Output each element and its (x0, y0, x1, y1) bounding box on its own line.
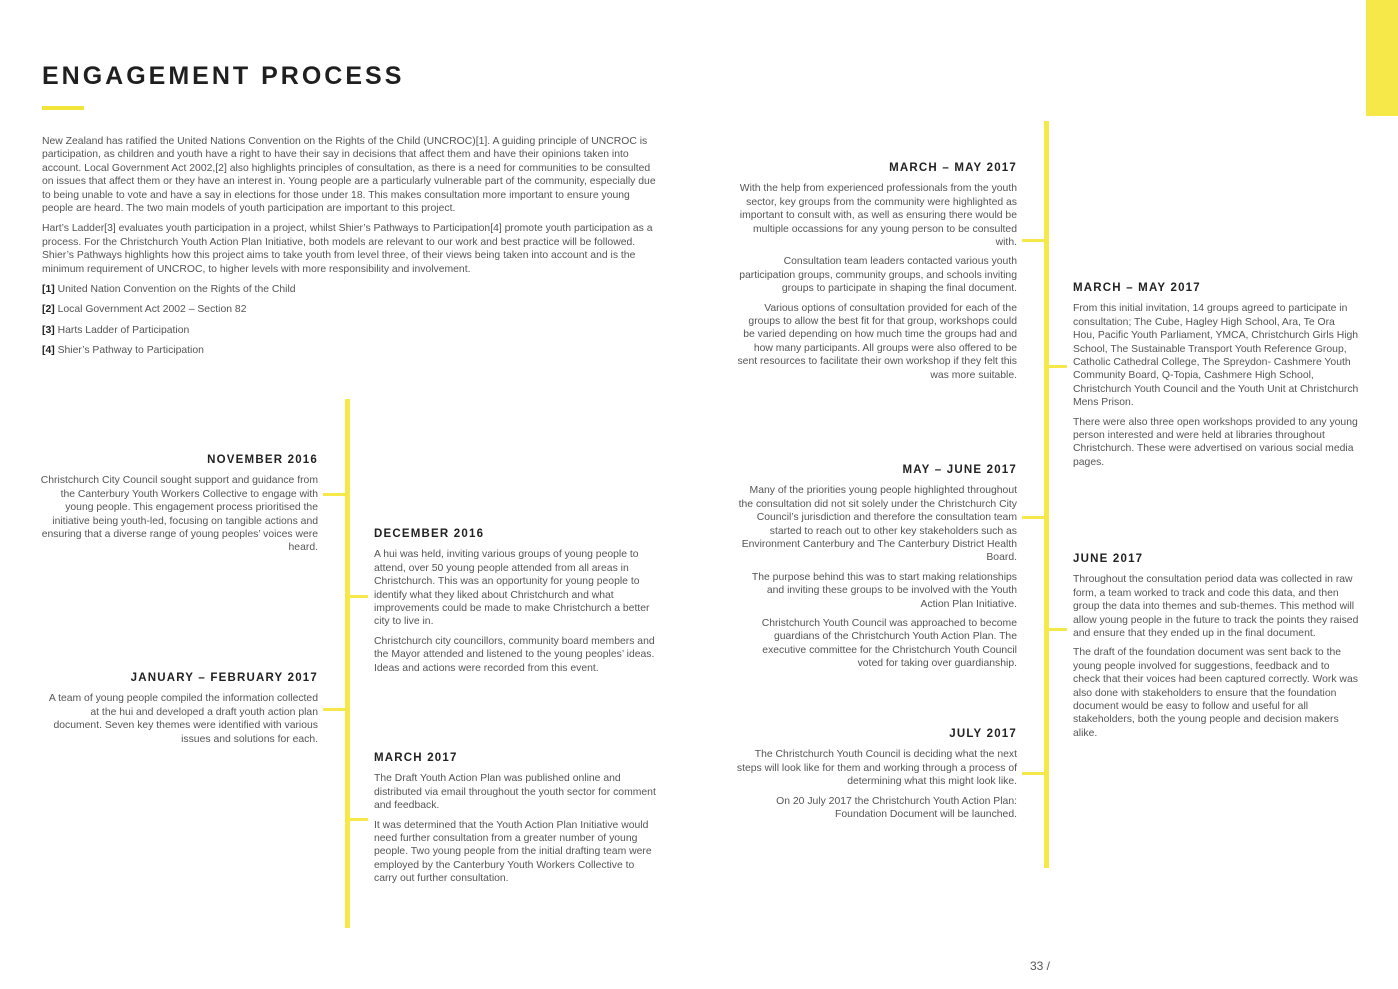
entry-heading: NOVEMBER 2016 (207, 454, 318, 466)
timeline-entry-may-june-2017 (736, 464, 1017, 677)
entry-text: Christchurch Youth Council was approached to become guardians of the Christchurch Youth Action Plan. The executive committee for the Christchurch Youth Council voted for taking over guardianship. (761, 618, 1017, 670)
footnote: [3] Harts Ladder of Participation (42, 324, 190, 336)
entry-text: Throughout the consultation period data was collected in raw form, a team worked to track and code this data, and then group the data into themes and sub-themes. This method will allow young people in the future to track the points they raised and ensure that they ended up in the final document. (1073, 574, 1359, 640)
timeline-entry-november-2016 (40, 454, 318, 561)
title-underline (42, 106, 84, 110)
entry-heading: MAY – JUNE 2017 (902, 464, 1017, 476)
entry-text: On 20 July 2017 the Christchurch Youth Action Plan: Foundation Document will be launched. (776, 795, 1017, 821)
intro-paragraph-1: New Zealand has ratified the United Nations Convention on the Rights of the Child (UNCROC)[1]. A guiding principle of UNCROC is participation, as children and youth have a right to have their say in decisions that affect them and have their opinions taken into account. Local Government Act 2002,[2] also highlights principles of consultation, as there is a need for communities to be consulted on issues that affect them or they have an interest in. Young people are a particularly vulnerable part of the community, especially due to being unable to vote and have a say in elections for those under 18. This makes consultation more important to ensure young people are heard. The two main models of youth participation are important to this project. (42, 136, 656, 215)
timeline-entry-march-may-2017-a (736, 162, 1017, 388)
entry-text: There were also three open workshops provided to any young person interested and were held at libraries throughout Christchurch. These were advertised on various social media pages. (1073, 416, 1358, 468)
entry-text: The Christchurch Youth Council is deciding what the next steps will look like for them and working through a process of determining what this might look like. (736, 749, 1017, 788)
timeline-tick (1022, 772, 1044, 775)
timeline-entry-june-2017 (1073, 553, 1359, 746)
timeline-tick (323, 708, 345, 711)
intro-paragraph-2: Hart’s Ladder[3] evaluates youth participation in a project, whilst Shier’s Pathways to Participation[4] promote youth participation as a process. For the Christchurch Youth Action Plan Initiative, both models are relevant to our work and best practice will be followed. Shier’s Pathways highlights how this project aims to take youth from level three, of their views being taken into account and is the minimum requirement of UNCROC, to higher levels with more responsibility and involvement. (42, 223, 653, 275)
timeline-left-line (345, 399, 350, 928)
entry-text: The purpose behind this was to start making relationships and inviting these groups to be involved with the Youth Action Plan Initiative. (751, 571, 1017, 610)
page-number: 33 / (1030, 959, 1051, 973)
entry-heading: JUNE 2017 (1073, 553, 1144, 565)
entry-text: The draft of the foundation document was sent back to the young people involved for suggestions, feedback and to check that their voices had been captured correctly. Work was also done with stakeholders to ensure that the foundation document would be easy to follow and useful for all stakeholders, both the young people and decision makers alike. (1073, 647, 1358, 739)
timeline-entry-december-2016 (374, 528, 658, 681)
entry-heading: MARCH 2017 (374, 752, 458, 764)
entry-heading: JANUARY – FEBRUARY 2017 (130, 672, 318, 684)
timeline-tick (1049, 628, 1067, 631)
timeline-entry-jan-feb-2017 (40, 672, 318, 752)
timeline-tick (350, 595, 368, 598)
footnote: [1] United Nation Convention on the Rights of the Child (42, 284, 296, 296)
entry-text: A team of young people compiled the information collected at the hui and developed a draft youth action plan document. Seven key themes were identified with various issues and solutions for each. (48, 693, 318, 745)
entry-text: Consultation team leaders contacted various youth participation groups, community groups, and schools inviting groups to participate in shaping the final document. (739, 256, 1017, 295)
page-title: ENGAGEMENT PROCESS (42, 62, 405, 90)
entry-text: It was determined that the Youth Action Plan Initiative would need further consultation from a greater number of young people. Two young people from the initial drafting team were employed by the Canterbury Youth Workers Collective to carry out further consultation. (374, 819, 652, 885)
intro-section (42, 135, 658, 365)
footnote: [2] Local Government Act 2002 – Section 82 (42, 304, 247, 316)
entry-heading: MARCH – MAY 2017 (889, 162, 1017, 174)
footnote: [4] Shier’s Pathway to Participation (42, 345, 204, 357)
entry-text: With the help from experienced professionals from the youth sector, key groups from the community were highlighted as important to consult with, as well as ensuring there would be multiple occassions for any young person to be consulted with. (739, 183, 1017, 249)
timeline-entry-july-2017 (736, 728, 1017, 827)
entry-heading: MARCH – MAY 2017 (1073, 282, 1201, 294)
timeline-entry-march-2017 (374, 752, 658, 892)
footnotes (42, 283, 658, 358)
entry-text: Christchurch city councillors, community board members and the Mayor attended and listened to the young peoples’ ideas. Ideas and actions were recorded from this event. (374, 635, 655, 674)
entry-text: Various options of consultation provided for each of the groups to allow the best fit for that group, workshops could be varied depending on how much time the groups had and how many participants. All groups were also offered to be sent resources to facilitate their own workshop if they felt this was more suitable. (737, 302, 1017, 381)
timeline-tick (1022, 239, 1044, 242)
entry-heading: JULY 2017 (949, 728, 1017, 740)
timeline-tick (323, 493, 345, 496)
entry-text: From this initial invitation, 14 groups agreed to participate in consultation; The Cube, Hagley High School, Ara, Te Ora Hou, Pacific Youth Parliament, YMCA, Christchurch Girls High School, The Sustainable Transport Youth Reference Group, Catholic Cathedral College, The Spreydon- Cashmere Youth Community Board, Q-Topia, Cashmere High School, Christchurch Youth Council and the Youth Unit at Christchurch Mens Prison. (1073, 303, 1359, 409)
entry-heading: DECEMBER 2016 (374, 528, 485, 540)
entry-text: The Draft Youth Action Plan was published online and distributed via email throughout the youth sector for comment and feedback. (374, 773, 656, 812)
timeline-tick (1049, 365, 1067, 368)
timeline-tick (350, 818, 368, 821)
timeline-tick (1022, 516, 1044, 519)
entry-text: A hui was held, inviting various groups of young people to attend, over 50 young people attended from all areas in Christchurch. This was an opportunity for young people to identify what they liked about Christchurch and what improvements could be made to make Christchurch a better city to live in. (374, 549, 650, 628)
entry-text: Many of the priorities young people highlighted throughout the consultation did not sit solely under the Christchurch City Council’s jurisdiction and therefore the consultation team started to reach out to other key stakeholders such as Environment Canterbury and The Canterbury District Health Board. (738, 485, 1017, 564)
yellow-corner-tab (1366, 0, 1398, 116)
timeline-entry-march-may-2017-b (1073, 282, 1359, 475)
timeline-right-line (1044, 121, 1049, 868)
entry-text: Christchurch City Council sought support and guidance from the Canterbury Youth Workers Collective to engage with young people. This engagement process prioritised the initiative being youth-led, focusing on tangible actions and ensuring that a diverse range of young peoples’ voices were heard. (40, 475, 318, 554)
